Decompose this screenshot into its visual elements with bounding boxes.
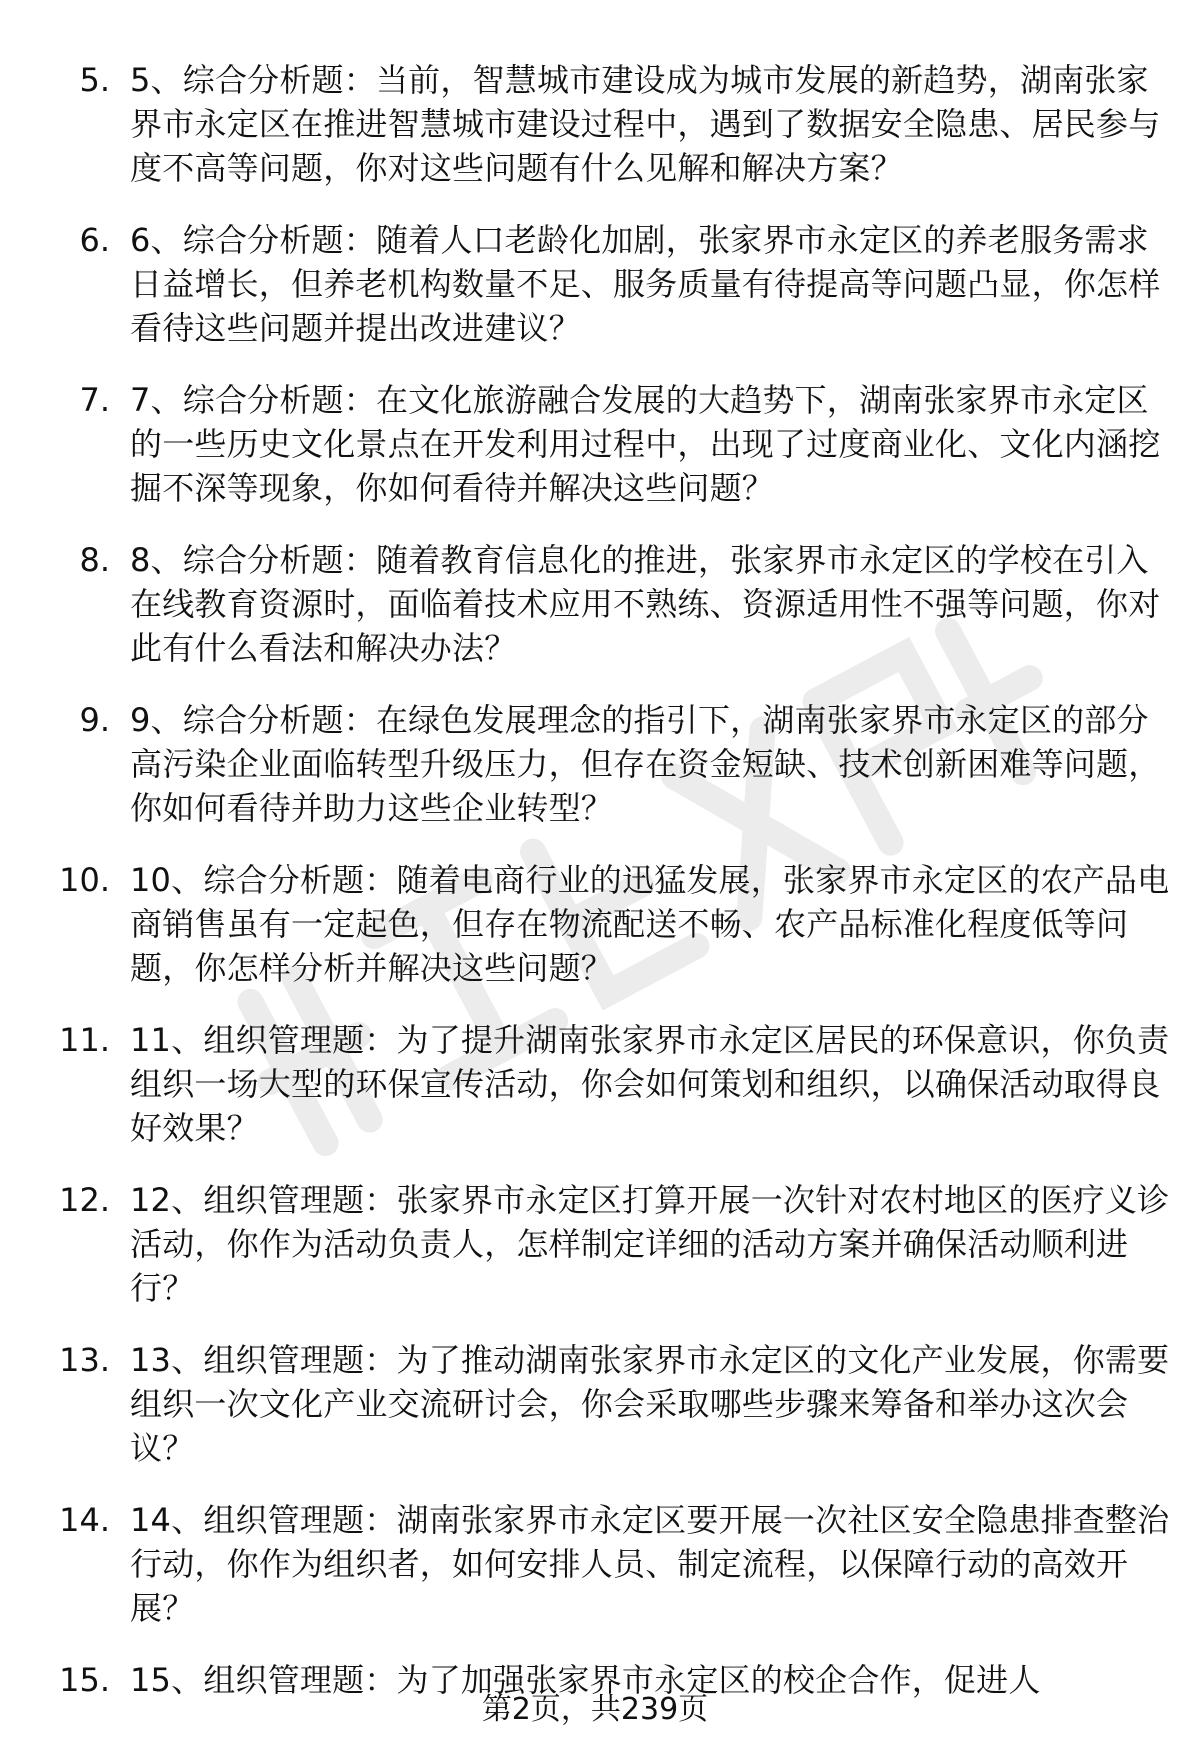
question-item [0, 1338, 1190, 1470]
page-footer: 第2页，共239页 [481, 1692, 709, 1727]
question-list [0, 58, 1190, 1730]
question-number: 8. [79, 541, 110, 579]
question-number: 13. [59, 1341, 110, 1379]
question-item [0, 858, 1190, 990]
question-text: 10、综合分析题：随着电商行业的迅猛发展，张家界市永定区的农产品电商销售虽有一定起色，但存在物流配送不畅、农产品标准化程度低等问题，你怎样分析并解决这些问题？ [130, 861, 1170, 987]
question-text: 12、组织管理题：张家界市永定区打算开展一次针对农村地区的医疗义诊活动，你作为活动负责人，怎样制定详细的活动方案并确保活动顺利进行？ [130, 1181, 1170, 1307]
question-text: 7、综合分析题：在文化旅游融合发展的大趋势下，湖南张家界市永定区的一些历史文化景点在开发利用过程中，出现了过度商业化、文化内涵挖掘不深等现象，你如何看待并解决这些问题？ [130, 381, 1161, 507]
question-number: 6. [79, 221, 110, 259]
question-number: 10. [59, 861, 110, 899]
question-number: 12. [59, 1181, 110, 1219]
question-item [0, 538, 1190, 670]
question-item [0, 378, 1190, 510]
question-number: 9. [79, 701, 110, 739]
question-number: 15. [59, 1661, 110, 1699]
question-text: 11、组织管理题：为了提升湖南张家界市永定区居民的环保意识，你负责组织一场大型的环保宣传活动，你会如何策划和组织，以确保活动取得良好效果？ [130, 1021, 1170, 1147]
question-text: 13、组织管理题：为了推动湖南张家界市永定区的文化产业发展，你需要组织一次文化产业交流研讨会，你会采取哪些步骤来筹备和举办这次会议？ [130, 1341, 1170, 1467]
question-text: 5、综合分析题：当前，智慧城市建设成为城市发展的新趋势，湖南张家界市永定区在推进智慧城市建设过程中，遇到了数据安全隐患、居民参与度不高等问题，你对这些问题有什么见解和解决方案？ [130, 61, 1161, 187]
question-item [0, 1018, 1190, 1150]
question-text: 14、组织管理题：湖南张家界市永定区要开展一次社区安全隐患排查整治行动，你作为组织者，如何安排人员、制定流程，以保障行动的高效开展？ [130, 1501, 1170, 1627]
question-item [0, 58, 1190, 190]
question-text: 8、综合分析题：随着教育信息化的推进，张家界市永定区的学校在引入在线教育资源时，面临着技术应用不熟练、资源适用性不强等问题，你对此有什么看法和解决办法？ [130, 541, 1161, 667]
question-item [0, 698, 1190, 830]
question-text: 9、综合分析题：在绿色发展理念的指引下，湖南张家界市永定区的部分高污染企业面临转型升级压力，但存在资金短缺、技术创新困难等问题，你如何看待并助力这些企业转型？ [130, 701, 1161, 827]
question-text: 15、组织管理题：为了加强张家界市永定区的校企合作，促进人 [130, 1661, 1041, 1699]
question-text: 6、综合分析题：随着人口老龄化加剧，张家界市永定区的养老服务需求日益增长，但养老机构数量不足、服务质量有待提高等问题凸显，你怎样看待这些问题并提出改进建议？ [130, 221, 1161, 347]
question-number: 11. [59, 1021, 110, 1059]
question-item [0, 1178, 1190, 1310]
question-number: 14. [59, 1501, 110, 1539]
question-number: 5. [79, 61, 110, 99]
question-item [0, 1498, 1190, 1630]
question-number: 7. [79, 381, 110, 419]
question-item [0, 218, 1190, 350]
